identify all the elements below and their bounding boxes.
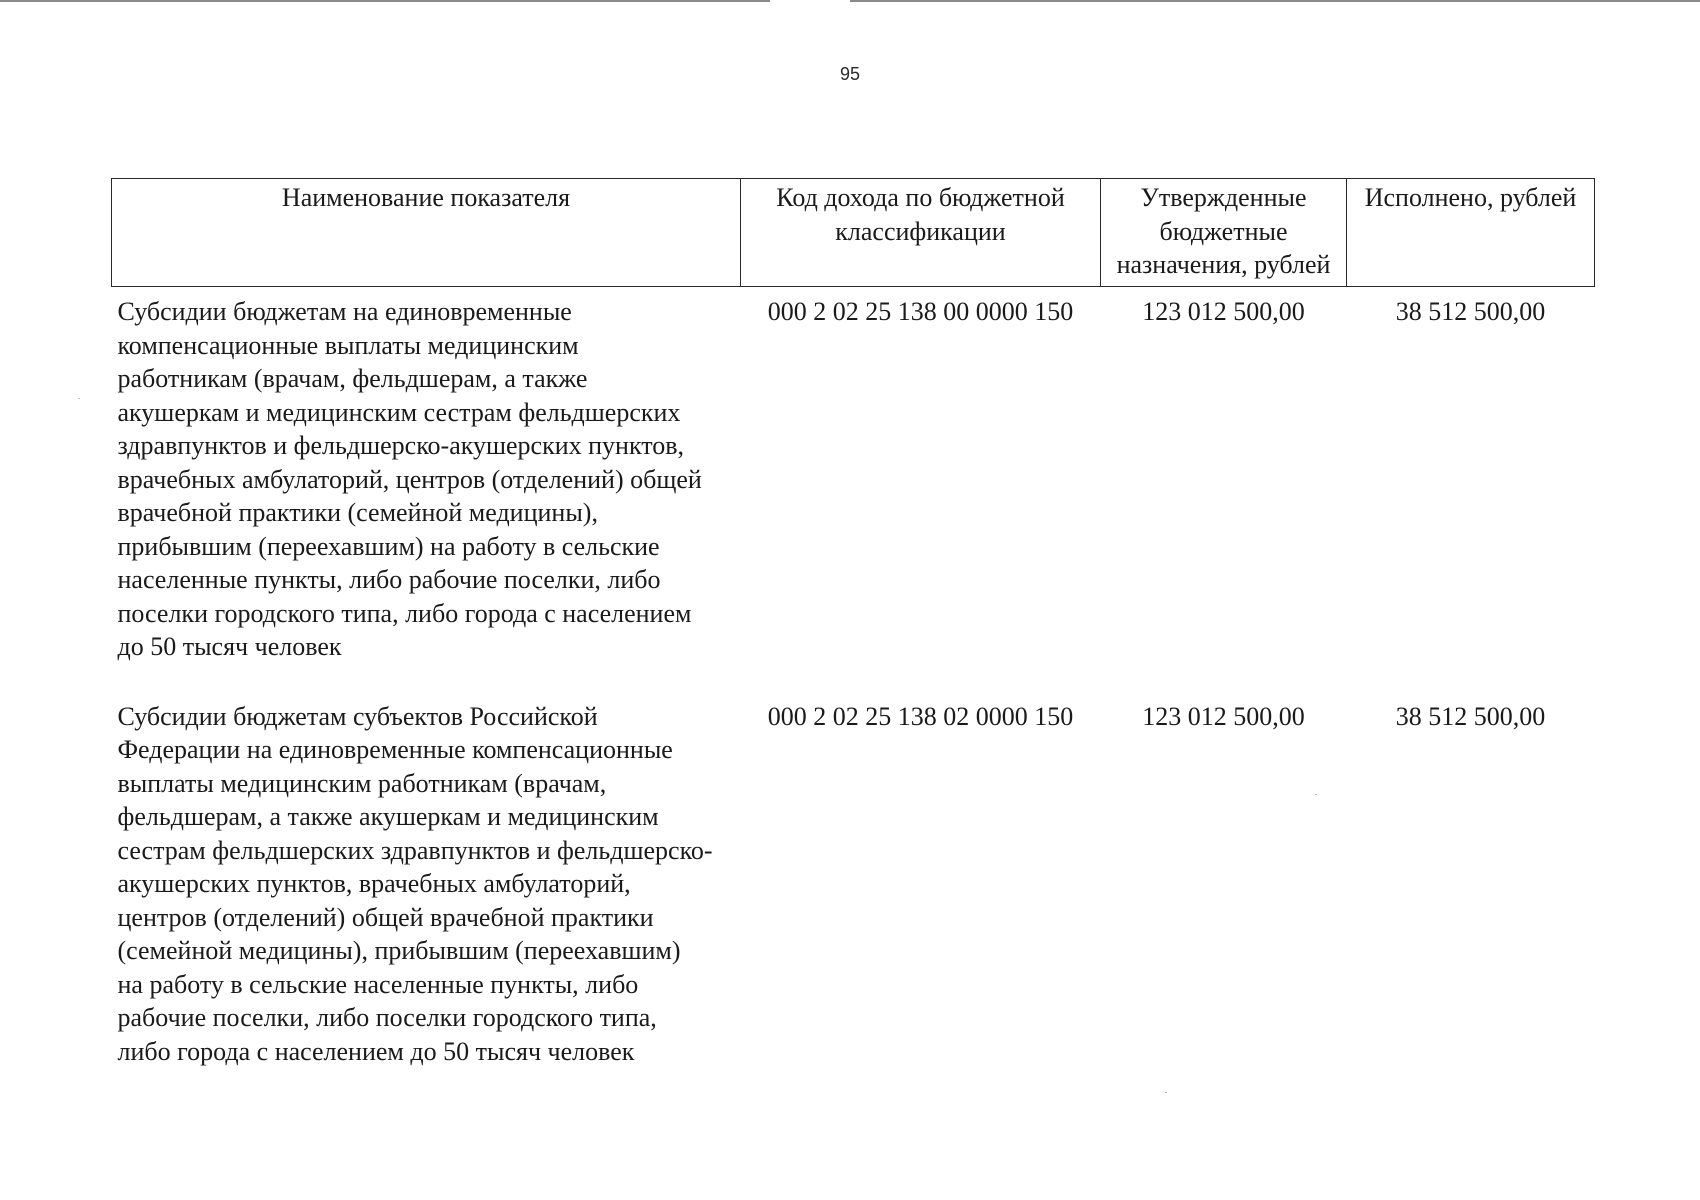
table-row — [112, 287, 1595, 692]
scan-edge-top-right — [850, 0, 1700, 2]
executed-amount-cell: 38 512 500,00 — [1395, 701, 1546, 731]
indicator-name-line: Федерации на единовременные компенсационные — [117, 735, 673, 764]
indicator-name-line: работникам (врачам, фельдшерам, а также — [117, 364, 588, 393]
table-row — [112, 692, 1595, 1069]
indicator-name-line: фельдшерам, а также акушеркам и медицинским — [117, 802, 659, 831]
income-code-cell: 000 2 02 25 138 02 0000 150 — [767, 701, 1074, 731]
indicator-name-line: сестрам фельдшерских здравпунктов и фельдшерско- — [117, 835, 713, 865]
income-report-table — [111, 178, 1595, 1068]
indicator-name-line: здравпунктов и фельдшерско-акушерских пунктов, — [117, 431, 685, 460]
indicator-name-line: прибывшим (переехавшим) на работу в сельские — [117, 531, 660, 561]
header-approved-amount: Утвержденные бюджетные назначения, рублей — [1101, 179, 1347, 287]
indicator-name-line: акушерских пунктов, врачебных амбулаторий, — [117, 869, 631, 898]
executed-amount-cell: 38 512 500,00 — [1395, 297, 1546, 326]
indicator-name-line: до 50 тысяч человек — [117, 632, 342, 661]
indicator-name-line: акушеркам и медицинским сестрам фельдшерских — [117, 397, 681, 427]
approved-amount-cell: 123 012 500,00 — [1142, 297, 1305, 326]
indicator-name-line: поселки городского типа, либо города с населением — [117, 598, 692, 628]
indicator-name-line: (семейной медицины), прибывшим (переехавшим) — [117, 936, 681, 965]
indicator-name-line: рабочие поселки, либо поселки городского типа, — [117, 1003, 657, 1032]
indicator-name-line: выплаты медицинским работникам (врачам, — [117, 768, 607, 798]
indicator-name-line: врачебных амбулаторий, центров (отделений) общей — [117, 464, 702, 494]
scan-speck — [1165, 1092, 1167, 1093]
header-income-code: Код дохода по бюджетной классификации — [741, 179, 1101, 287]
scan-speck — [78, 398, 80, 399]
indicator-name-line: Субсидии бюджетам на единовременные — [117, 297, 572, 326]
header-indicator-name: Наименование показателя — [112, 179, 741, 287]
income-code-cell: 000 2 02 25 138 00 0000 150 — [767, 297, 1074, 326]
indicator-name-line: компенсационные выплаты медицинским — [117, 330, 579, 360]
page-number: 95 — [839, 64, 861, 84]
header-executed-amount: Исполнено, рублей — [1347, 179, 1595, 287]
table-body — [112, 287, 1595, 1069]
indicator-name-cell — [112, 287, 741, 692]
indicator-name-line: Субсидии бюджетам субъектов Российской — [117, 701, 598, 731]
indicator-name-line: на работу в сельские населенные пункты, либо — [117, 969, 639, 999]
indicator-name-line: врачебной практики (семейной медицины), — [117, 498, 598, 527]
header-row — [112, 179, 1595, 287]
indicator-name-line: населенные пункты, либо рабочие поселки, либо — [117, 565, 661, 594]
indicator-name-line: центров (отделений) общей врачебной практики — [117, 902, 654, 932]
table-header — [112, 179, 1595, 287]
indicator-name-line: либо города с населением до 50 тысяч человек — [117, 1036, 635, 1066]
scan-edge-top-left — [0, 0, 770, 2]
approved-amount-cell: 123 012 500,00 — [1142, 701, 1305, 731]
indicator-name-cell — [112, 692, 741, 1069]
